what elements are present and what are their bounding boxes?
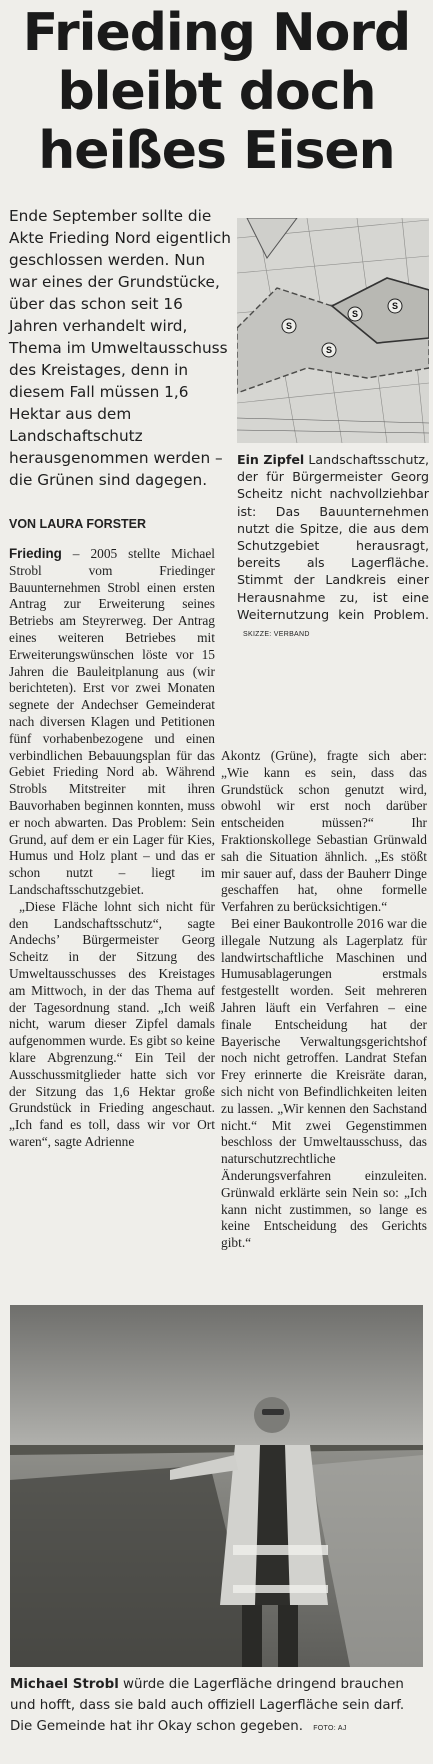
sketch-caption-text: Landschaftsschutz, der für Bürgermeister Georg Scheitz nicht nachvollziehbar ist: Das Bauunternehmen nutzt die Spitze, die aus dem Schutzgebiet herausragt, bereits als Lagerfläche. Stimmt der Landkreis einer Herausnahme zu, ist eine Weiternutzung kein Problem. <box>237 452 429 622</box>
photo-caption-bold: Michael Strobl <box>10 1677 119 1692</box>
byline: VON LAURA FORSTER <box>9 517 147 531</box>
article-paragraph: Bei einer Baukontrolle 2016 war die illegale Nutzung als Lagerplatz für landwirtschaftliche Maschinen und Humusablagerungen erstmals festgestellt worden. Seit mehreren Jahren läuft ein Verfahren – eine finale Entscheidung hat der Bayerische Verwaltungsgerichtshof noch nicht getroffen. Landrat Stefan Frey erinnerte die Kreisräte daran, sich nicht von Befindlichkeiten leiten zu lassen. „Wir kennen den Sachstand nicht.“ Mit zwei Gegenstimmen beschloss der Umweltausschuss, das naturschutzrechtliche Änderungsverfahren einzuleiten. Grünwald erklärte sein Nein so: „Ich kann nicht zustimmen, so lange es keine Entscheidung des Gerichts gibt.“ <box>221 915 427 1251</box>
photo-caption-text: würde die Lagerfläche dringend brauchen und hofft, dass sie bald auch offiziell Lagerfläche sein darf. Die Gemeinde hat ihr Okay schon gegeben. <box>10 1677 405 1734</box>
map-marker-s-1: S <box>285 321 293 331</box>
lead-paragraph: Ende September sollte die Akte Frieding Nord eigentlich geschlossen werden. Nun war eines der Grundstücke, über das schon seit 16 Jahren verhandelt wird, Thema im Umweltausschuss des Kreistages, denn in diesem Fall müssen 1,6 Hektar aus dem Landschaftschutz herausgenommen werden – die Grünen sind dagegen. <box>9 207 231 489</box>
article-column-left <box>9 546 215 1151</box>
article-paragraph <box>9 546 215 899</box>
sketch-credit: SKIZZE: VERBAND <box>243 631 310 639</box>
photo-caption <box>10 1674 423 1739</box>
headline-line-1: Frieding Nord <box>22 3 411 63</box>
sketch-caption <box>237 451 429 643</box>
photo-michael-strobl <box>10 1305 423 1667</box>
headline-line-2: bleibt doch <box>57 62 376 122</box>
article-paragraph: „Diese Fläche lohnt sich nicht für den Landschaftsschutz“, sagte Andechs’ Bürgermeister Georg Scheitz in der Sitzung des Umweltausschusses des Kreistages am Mittwoch, in der das Thema auf der Tagesordnung stand. „Ich weiß nicht, warum dieser Zipfel damals aufgenommen wurde. Es gibt so keine klare Abgrenzung.“ Ein Teil der Ausschussmitglieder hatte sich vor der Sitzung das 1,6 Hektar große Grundstück in Frieding angeschaut. „Ich fand es toll, dass wir vor Ort waren“, sagte Adrienne <box>9 898 215 1149</box>
headline <box>0 4 433 181</box>
map-marker-s-3: S <box>391 301 399 311</box>
article-paragraph: Akontz (Grüne), fragte sich aber: „Wie kann es sein, dass das Grundstück schon genutzt wird, obwohl wir erst noch darüber entscheiden müssen?“ Ihr Fraktionskollege Sebastian Grünwald sah die Situation ähnlich. „Es stößt mir sauer auf, dass der Bauherr Dinge geschaffen hat, ohne formelle Verfahren zu berücksichtigen.“ <box>221 748 427 915</box>
article-column-right <box>221 748 427 1252</box>
map-marker-s-2: S <box>351 309 359 319</box>
dateline: Frieding <box>9 546 62 561</box>
photo-credit: FOTO: AJ <box>313 1725 347 1732</box>
map-marker-s-4: S <box>325 345 333 355</box>
article-paragraph-text: – 2005 stellte Michael Strobl vom Friedinger Bauunternehmen Strobl einen ersten Antrag zur Erweiterung seines Betriebs am Steyrerweg. Der Antrag eines weiteren Betriebes mit Erweiterungswünschen löste vor 15 Jahren die Bauleitplanung aus (wir berichteten). Erst vor zwei Monaten segnete der Andechser Gemeinderat nach diversen Klagen und Petitionen fünf vorhabenbezogene und einen verbindlichen Bebauungsplan für das Gebiet Frieding Nord ab. Während Strobls Mitstreiter mit ihren Bauvorhaben beginnen konnten, muss er noch abwarten. Das Problem: Sein Grund, auf dem er ein Lager für Kies, Humus und Holz plant – und das er schon nutzt – liegt im Landschaftsschutzgebiet. <box>9 546 215 897</box>
site-sketch-map <box>237 218 429 443</box>
sketch-caption-bold: Ein Zipfel <box>237 452 305 467</box>
headline-line-3: heißes Eisen <box>38 121 395 181</box>
